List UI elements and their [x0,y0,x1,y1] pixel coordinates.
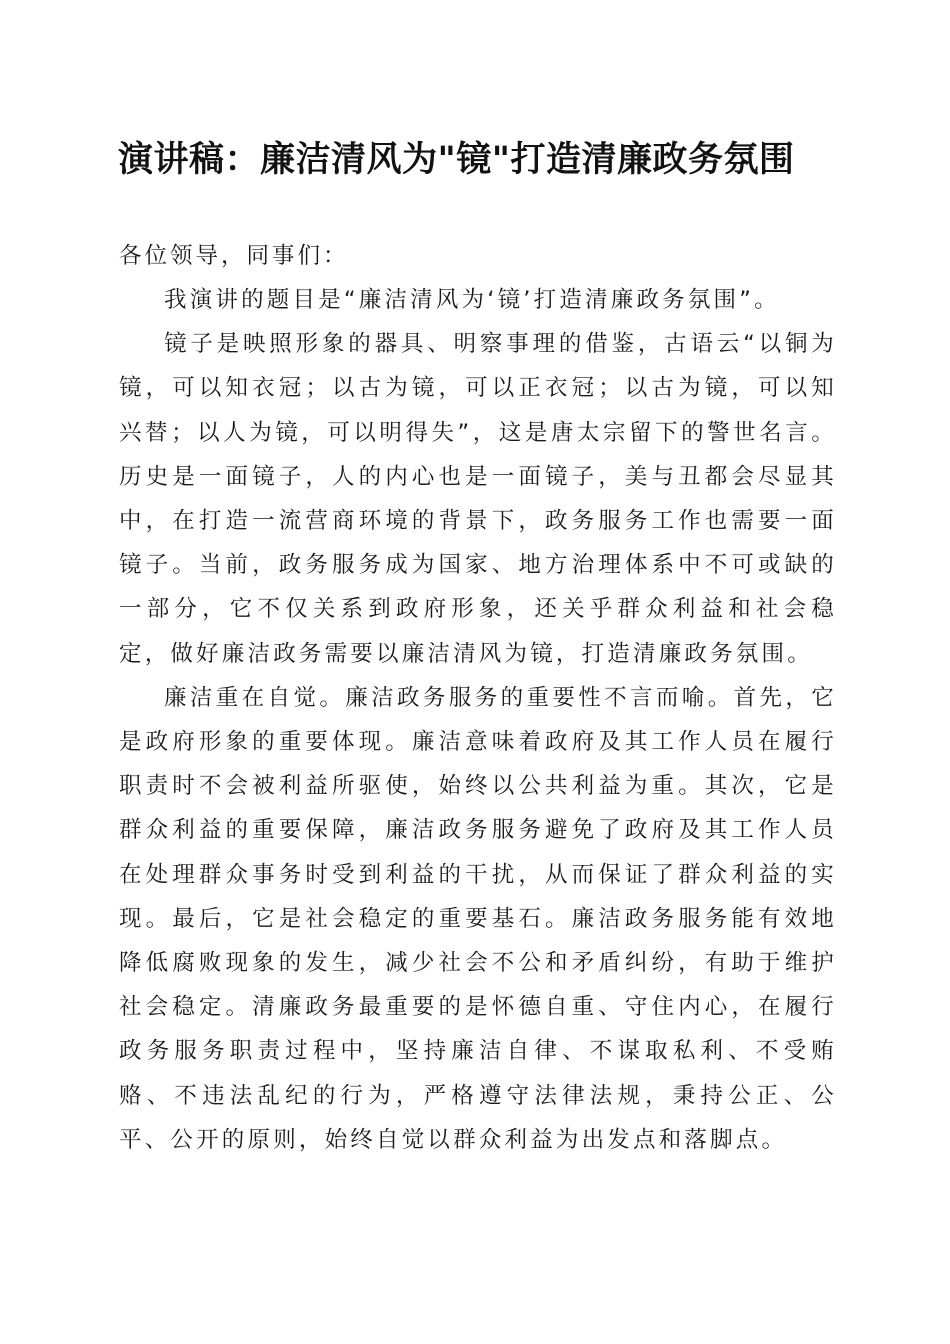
paragraph-mirror: 镜子是映照形象的器具、明察事理的借鉴，古语云“以铜为镜，可以知衣冠；以古为镜，可以正衣冠；以古为镜，可以知兴替；以人为镜，可以明得失”，这是唐太宗留下的警世名言。历史是一面镜子，人的内心也是一面镜子，美与丑都会尽显其中，在打造一流营商环境的背景下，政务服务工作也需要一面镜子。当前，政务服务成为国家、地方治理体系中不可或缺的一部分，它不仅关系到政府形象，还关乎群众利益和社会稳定，做好廉洁政务需要以廉洁清风为镜，打造清廉政务氛围。 [119,331,837,667]
paragraph-integrity: 廉洁重在自觉。廉洁政务服务的重要性不言而喻。首先，它是政府形象的重要体现。廉洁意味着政府及其工作人员在履行职责时不会被利益所驱使，始终以公共利益为重。其次，它是群众利益的重要保障，廉洁政务服务避免了政府及其工作人员在处理群众事务时受到利益的干扰，从而保证了群众利益的实现。最后，它是社会稳定的重要基石。廉洁政务服务能有效地降低腐败现象的发生，减少社会不公和矛盾纠纷，有助于维护社会稳定。清廉政务最重要的是怀德自重、守住内心，在履行政务服务职责过程中，坚持廉洁自律、不谋取私利、不受贿赂、不违法乱纪的行为，严格遵守法律法规，秉持公正、公平、公开的原则，始终自觉以群众利益为出发点和落脚点。 [119,684,837,1153]
paragraph-topic: 我演讲的题目是“廉洁清风为‘镜’打造清廉政务氛围”。 [164,287,780,313]
document-body [119,234,837,1162]
document-title: 演讲稿：廉洁清风为"镜"打造清廉政务氛围 [118,139,795,180]
salutation: 各位领导，同事们： [119,243,349,269]
